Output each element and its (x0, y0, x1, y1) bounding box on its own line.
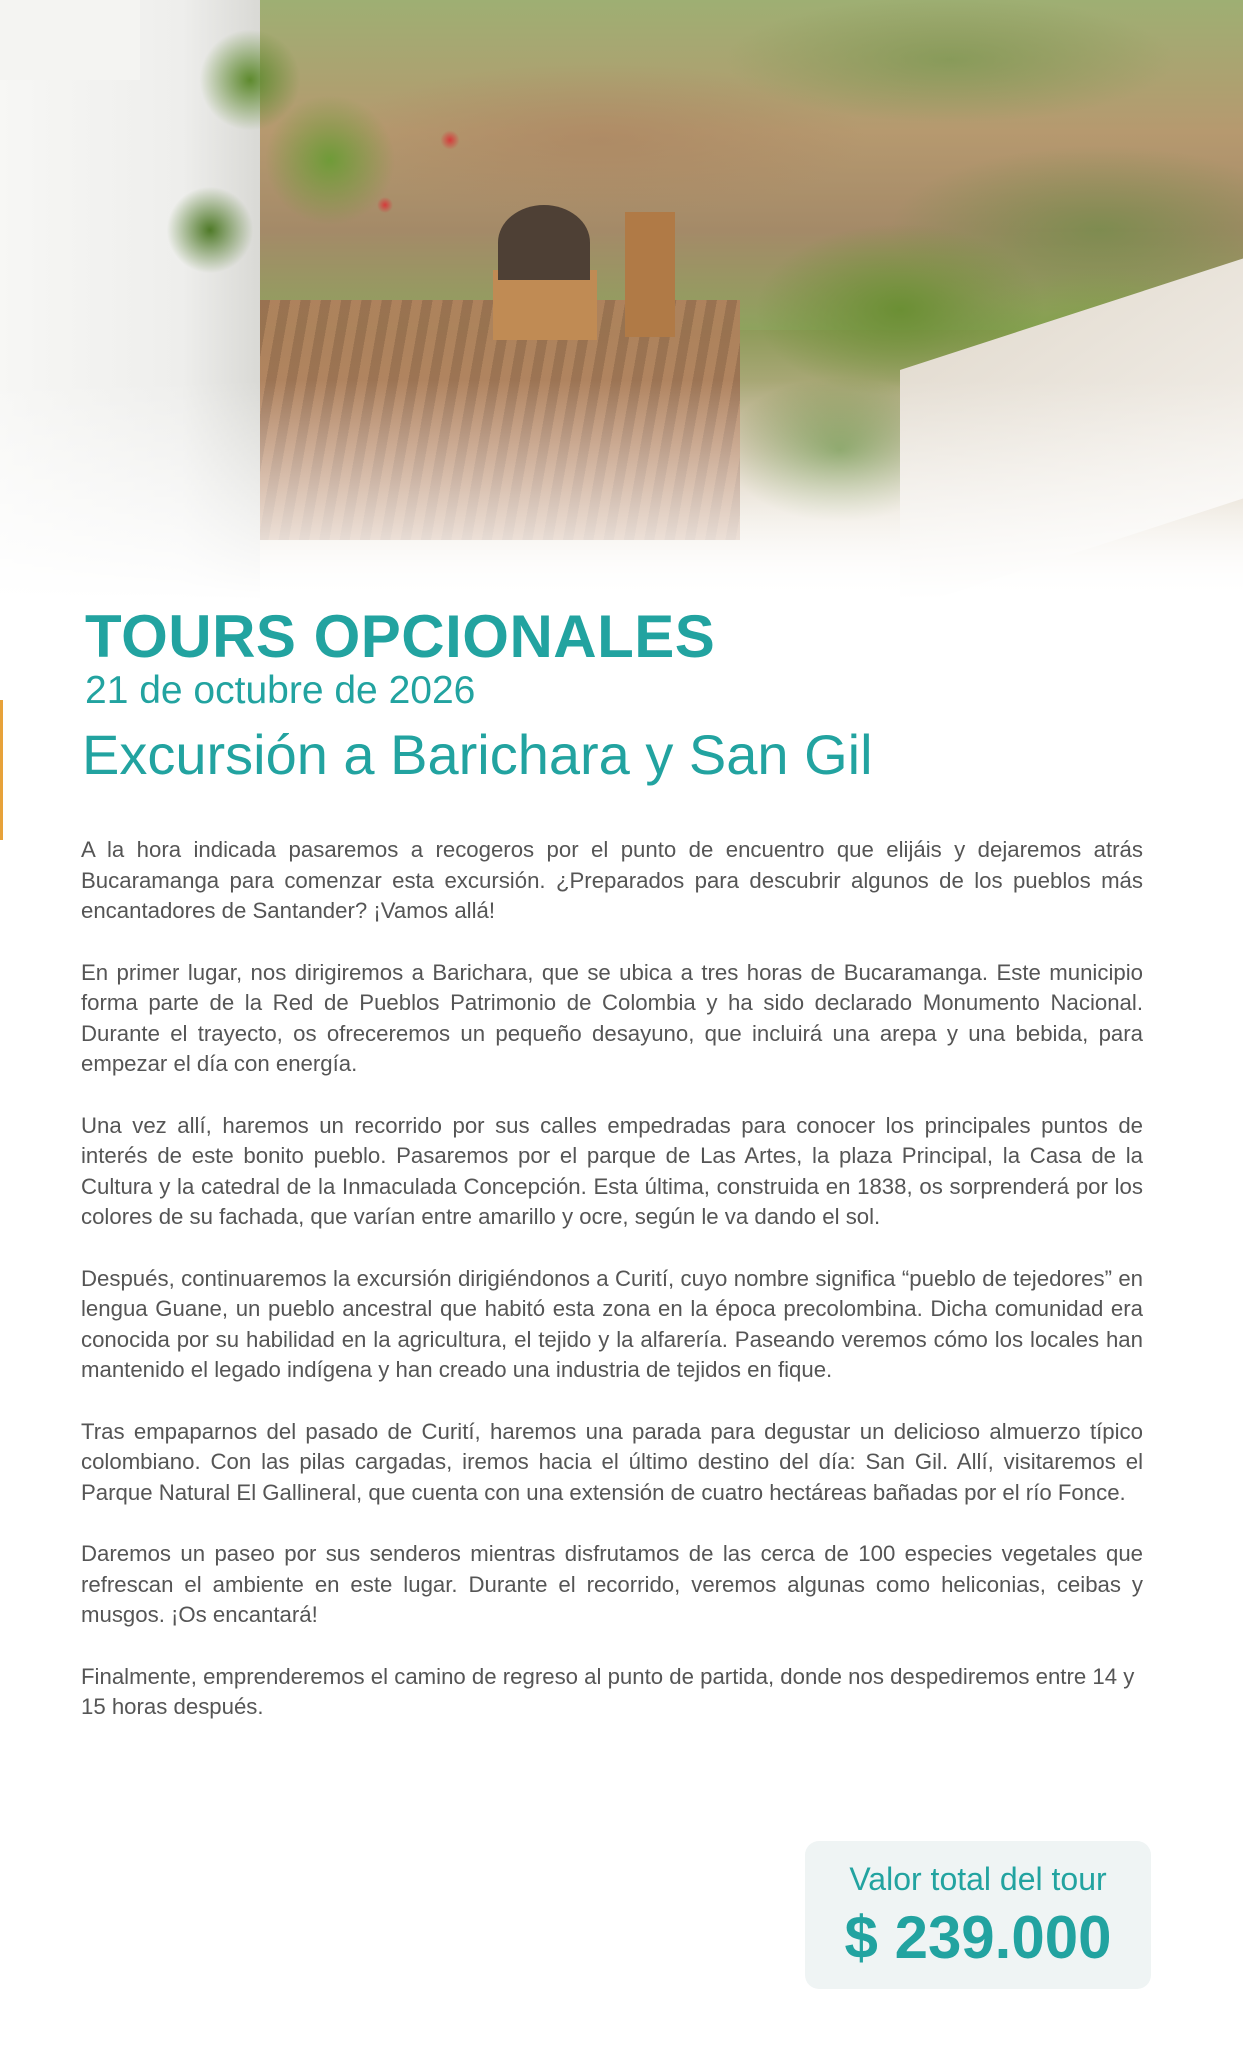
paragraph: Una vez allí, haremos un recorrido por sus calles empedradas para conocer los principales puntos de interés de este bonito pueblo. Pasaremos por el parque de Las Artes, la plaza Principal, la Casa de la Cultura y la catedral de la Inmaculada Concepción. Esta última, construida en 1838, os sorprenderá por los colores de su fachada, que varían entre amarillo y ocre, según le va dando el sol. (81, 1112, 1143, 1229)
paragraph: A la hora indicada pasaremos a recogeros por el punto de encuentro que elijáis y dejaremos atrás Bucaramanga para comenzar esta excursión. ¿Preparados para descubrir algunos de los pueblos más encantadores de Santander? ¡Vamos allá! (81, 837, 1143, 923)
section-kicker: TOURS OPCIONALES (85, 603, 716, 670)
price-card (805, 1841, 1151, 1989)
hero-image (0, 0, 1243, 600)
paragraph: Daremos un paseo por sus senderos mientras disfrutamos de las cerca de 100 especies vegetales que refrescan el ambiente en este lugar. Durante el recorrido, veremos algunas como heliconias, ceibas y musgos. ¡Os encantará! (81, 1541, 1143, 1627)
price-label: Valor total del tour (849, 1861, 1107, 1897)
page-title: Excursión a Barichara y San Gil (82, 723, 873, 786)
description-body (81, 835, 1143, 1754)
hero-church-dome (498, 205, 590, 280)
hero-flowers-left (130, 0, 460, 300)
price-value: $ 239.000 (844, 1904, 1112, 1971)
hero-church (493, 270, 597, 340)
paragraph: Finalmente, emprenderemos el camino de regreso al punto de partida, donde nos despediremos entre 14 y 15 horas después. (81, 1663, 1135, 1719)
paragraph: Tras empaparnos del pasado de Curití, haremos una parada para degustar un delicioso almuerzo típico colombiano. Con las pilas cargadas, iremos hacia el último destino del día: San Gil. Allí, visitaremos el Parque Natural El Gallineral, que cuenta con una extensión de cuatro hectáreas bañadas por el río Fonce. (81, 1418, 1143, 1505)
hero-fade (0, 380, 1243, 600)
paragraph: Después, continuaremos la excursión dirigiéndonos a Curití, cuyo nombre significa “pueblo de tejedores” en lengua Guane, un pueblo ancestral que habitó esta zona en la época precolombina. Dicha comunidad era conocida por su habilidad en la agricultura, el tejido y la alfarería. Paseando veremos cómo los locales han mantenido el legado indígena y han creado una industria de tejidos en fique. (81, 1265, 1143, 1382)
hero-bell-tower (625, 212, 675, 337)
hero-wall-top (0, 0, 140, 80)
tour-date: 21 de octubre de 2026 (85, 669, 476, 712)
edge-accent (0, 700, 3, 840)
paragraph: En primer lugar, nos dirigiremos a Barichara, que se ubica a tres horas de Bucaramanga. Este municipio forma parte de la Red de Pueblos Patrimonio de Colombia y ha sido declarado Monumento Nacional. Durante el trayecto, os ofreceremos un pequeño desayuno, que incluirá una arepa y una bebida, para empezar el día con energía. (81, 959, 1143, 1076)
